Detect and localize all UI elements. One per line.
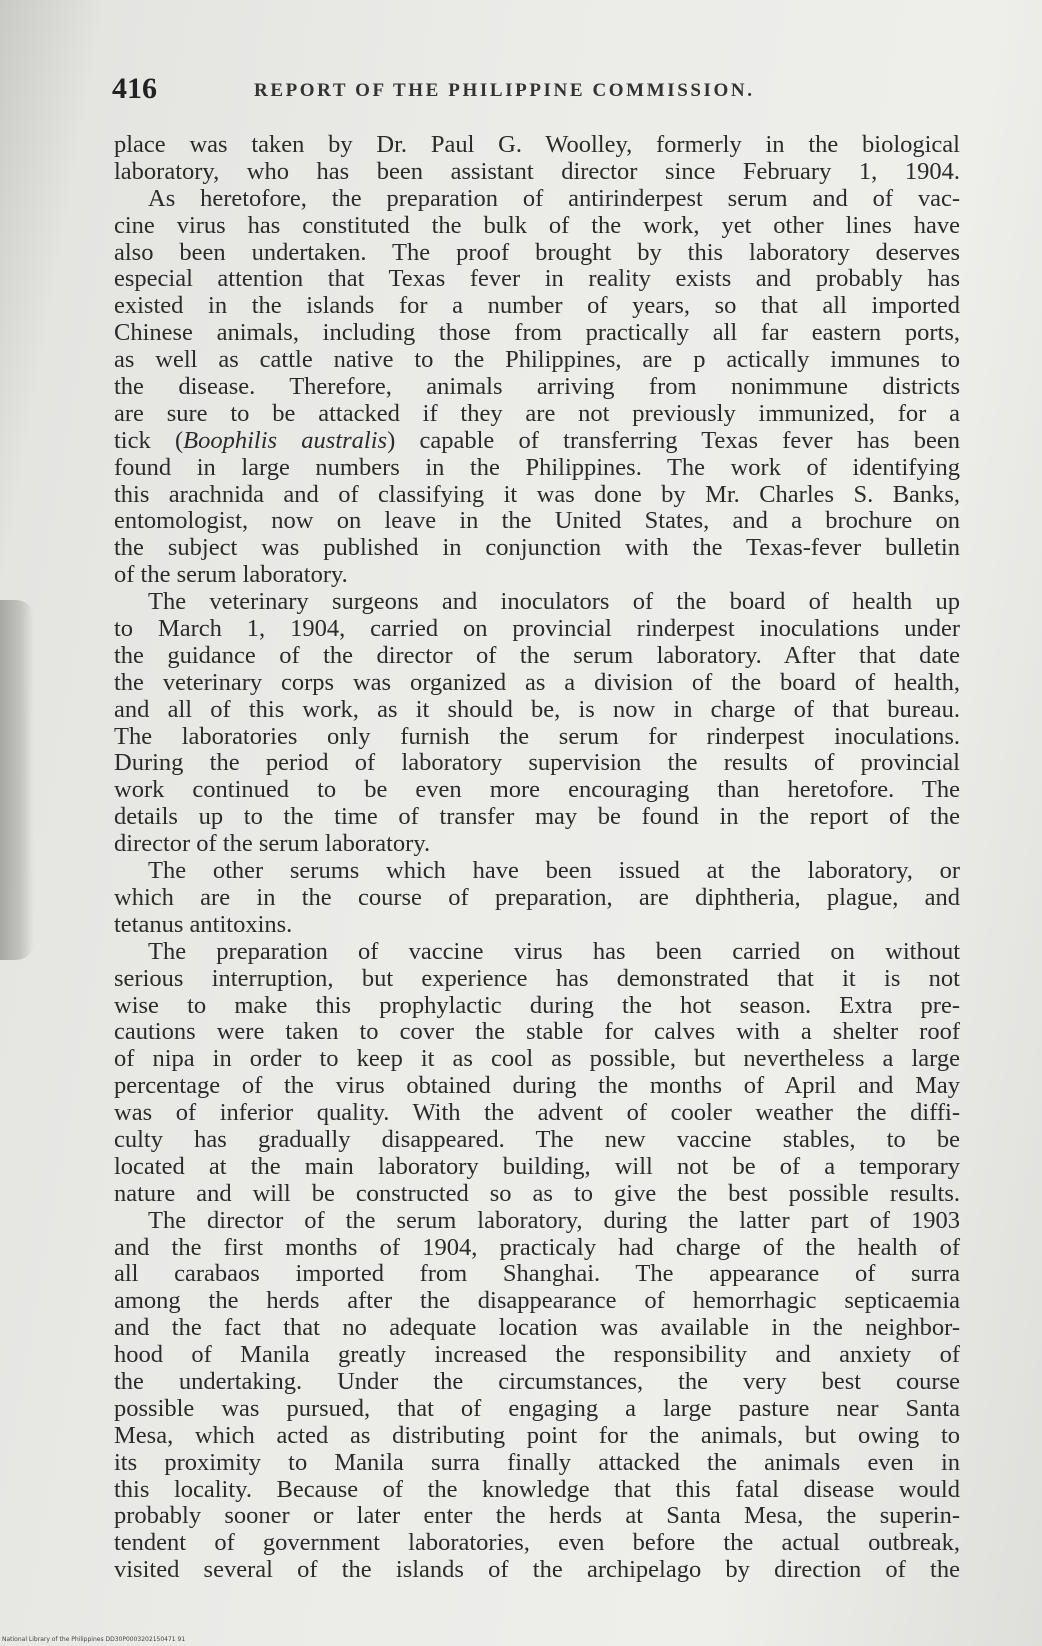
tick-line-before: tick ( <box>114 426 184 454</box>
text-line: the subject was published in conjunction with the Texas-fever bulletin <box>114 534 960 562</box>
text-line: wise to make this prophylactic during the hot season. Extra pre- <box>114 991 960 1019</box>
text-line: was of inferior quality. With the advent of cooler weather the diffi- <box>114 1099 960 1127</box>
text-line: tetanus antitoxins. <box>114 910 293 938</box>
text-line: tendent of government laboratories, even before the actual outbreak, <box>114 1529 960 1557</box>
text-line: of nipa in order to keep it as cool as possible, but nevertheless a large <box>114 1045 960 1073</box>
text-line: the guidance of the director of the serum laboratory. After that date <box>114 641 960 669</box>
text-line: and all of this work, as it should be, is now in charge of that bureau. <box>114 695 960 723</box>
text-line: The preparation of vaccine virus has been carried on without <box>148 937 960 965</box>
scan-credit: National Library of the Philippines DD30P0003202150471 91 <box>2 1636 186 1643</box>
text-line: hood of Manila greatly increased the responsibility and anxiety of <box>114 1341 960 1369</box>
text-line: entomologist, now on leave in the United States, and a brochure on <box>114 507 960 535</box>
text-line: serious interruption, but experience has demonstrated that it is not <box>114 964 960 992</box>
text-line: The laboratories only furnish the serum for rinderpest inoculations. <box>114 722 960 750</box>
text-line: especial attention that Texas fever in reality exists and probably has <box>114 265 960 293</box>
text-line: among the herds after the disappearance of hemorrhagic septicaemia <box>114 1287 960 1315</box>
text-line: nature and will be constructed so as to give the best possible results. <box>114 1179 960 1207</box>
text-line: as well as cattle native to the Philippines, are p actically immunes to <box>114 346 960 374</box>
body-text <box>114 132 960 1584</box>
binding-shadow <box>0 600 34 960</box>
text-line: cine virus has constituted the bulk of the work, yet other lines have <box>114 211 960 239</box>
running-head: REPORT OF THE PHILIPPINE COMMISSION. <box>254 80 755 101</box>
text-line: its proximity to Manila surra finally attacked the animals even in <box>114 1448 960 1476</box>
text-line: place was taken by Dr. Paul G. Woolley, formerly in the biological <box>114 131 960 158</box>
text-line: and the first months of 1904, practicaly had charge of the health of <box>114 1233 960 1261</box>
text-line: the veterinary corps was organized as a division of the board of health, <box>114 668 960 696</box>
text-line-italic <box>114 428 960 455</box>
text-line: laboratory, who has been assistant director since February 1, 1904. <box>114 157 960 185</box>
text-line: visited several of the islands of the archipelago by direction of the <box>114 1556 960 1584</box>
tick-line-after: ) capable of transferring Texas fever has been <box>387 426 960 454</box>
text-line: the disease. Therefore, animals arriving from nonimmune districts <box>114 373 960 401</box>
text-line: the undertaking. Under the circumstances, the very best course <box>114 1367 960 1395</box>
text-line: Mesa, which acted as distributing point for the animals, but owing to <box>114 1421 960 1449</box>
text-line: existed in the islands for a number of years, so that all imported <box>114 292 960 320</box>
text-line: director of the serum laboratory. <box>114 830 431 858</box>
text-line: During the period of laboratory supervision the results of provincial <box>114 749 960 777</box>
text-line: which are in the course of preparation, are diphtheria, plague, and <box>114 883 960 911</box>
page-number: 416 <box>112 72 157 105</box>
text-line: probably sooner or later enter the herds at Santa Mesa, the superin- <box>114 1502 960 1530</box>
text-line: As heretofore, the preparation of antirinderpest serum and of vac- <box>148 184 960 212</box>
text-line: Chinese animals, including those from practically all far eastern ports, <box>114 319 960 347</box>
text-line: all carabaos imported from Shanghai. The appearance of surra <box>114 1260 960 1288</box>
text-line: this arachnida and of classifying it was done by Mr. Charles S. Banks, <box>114 480 960 508</box>
text-line: culty has gradually disappeared. The new vaccine stables, to be <box>114 1125 960 1153</box>
text-line: of the serum laboratory. <box>114 561 348 589</box>
page-header <box>112 72 972 112</box>
species-name: Boophilis australis <box>183 426 388 454</box>
text-line: work continued to be even more encouraging than heretofore. The <box>114 776 960 804</box>
text-line: The director of the serum laboratory, during the latter part of 1903 <box>148 1206 960 1234</box>
text-line: located at the main laboratory building, will not be of a temporary <box>114 1152 960 1180</box>
text-line: and the fact that no adequate location was available in the neighbor- <box>114 1314 960 1342</box>
text-line: possible was pursued, that of engaging a large pasture near Santa <box>114 1394 960 1422</box>
text-line: The other serums which have been issued at the laboratory, or <box>148 857 960 885</box>
text-line: this locality. Because of the knowledge that this fatal disease would <box>114 1475 960 1503</box>
text-line: are sure to be attacked if they are not previously immunized, for a <box>114 399 960 427</box>
text-line: also been undertaken. The proof brought by this laboratory deserves <box>114 238 960 266</box>
text-line: The veterinary surgeons and inoculators of the board of health up <box>148 588 960 616</box>
text-line: details up to the time of transfer may be found in the report of the <box>114 803 960 831</box>
text-line: cautions were taken to cover the stable for calves with a shelter roof <box>114 1018 960 1046</box>
text-line: found in large numbers in the Philippines. The work of identifying <box>114 453 960 481</box>
text-line: to March 1, 1904, carried on provincial rinderpest inoculations under <box>114 615 960 643</box>
text-line: percentage of the virus obtained during the months of April and May <box>114 1072 960 1100</box>
